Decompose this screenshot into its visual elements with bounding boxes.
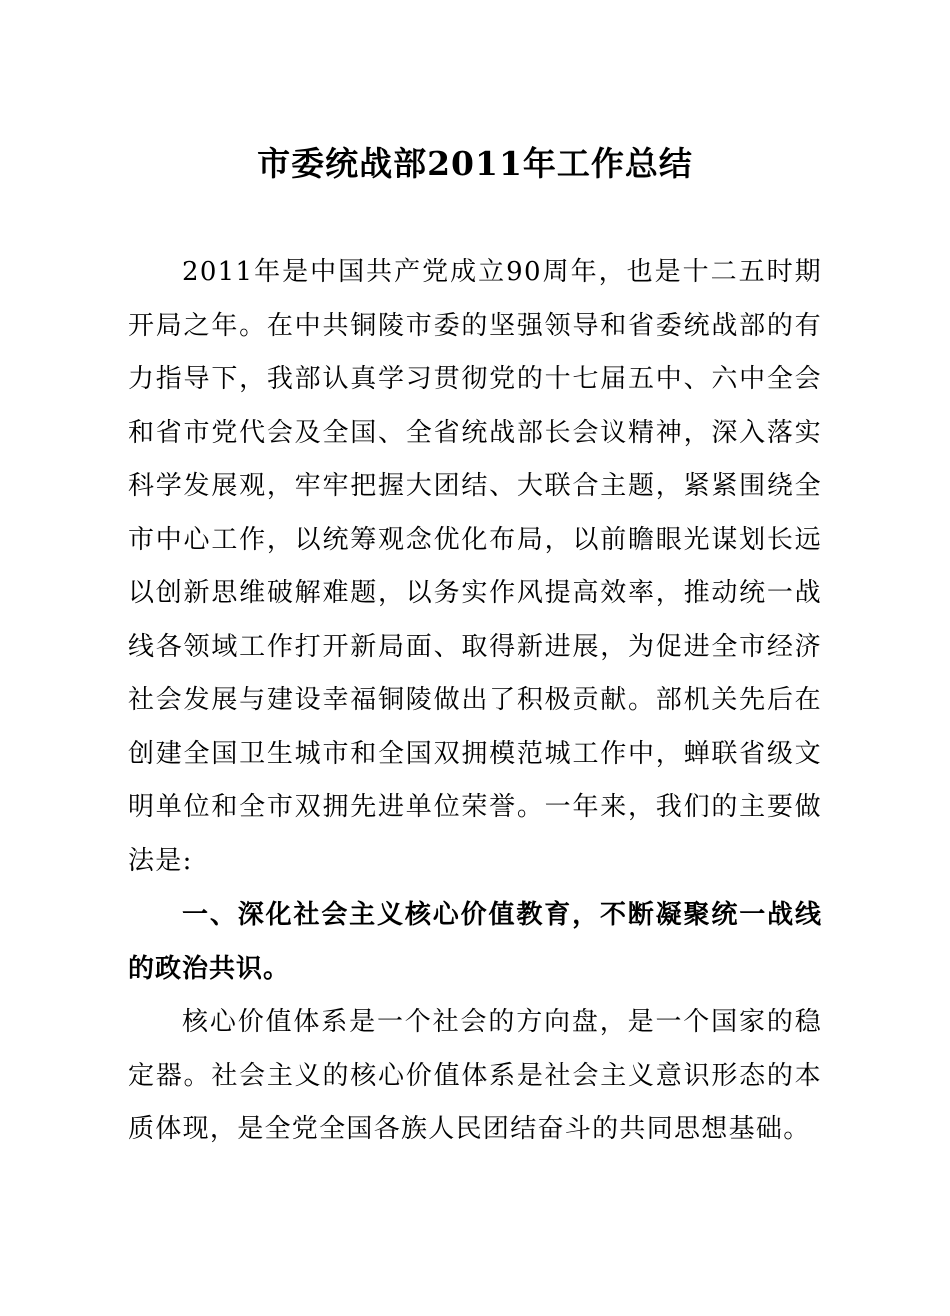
document-title: 市委统战部2011年工作总结 [257,144,693,183]
section-paragraph: 核心价值体系是一个社会的方向盘，是一个国家的稳定器。社会主义的核心价值体系是社会主义意识形态的本质体现，是全党全国各族人民团结奋斗的共同思想基础。 [128,1007,822,1144]
section-heading: 一、深化社会主义核心价值教育，不断凝聚统一战线的政治共识。 [128,900,822,984]
intro-paragraph: 2011年是中国共产党成立90周年，也是十二五时期开局之年。在中共铜陵市委的坚强领导和省委统战部的有力指导下，我部认真学习贯彻党的十七届五中、六中全会和省市党代会及全国、全省统战部长会议精神，深入落实科学发展观，牢牢把握大团结、大联合主题，紧紧围绕全市中心工作，以统筹观念优化布局，以前瞻眼光谋划长远以创新思维破解难题，以务实作风提高效率，推动统一战线各领域工作打开新局面、取得新进展，为促进全市经济社会发展与建设幸福铜陵做出了积极贡献。部机关先后在创建全国卫生城市和全国双拥模范城工作中，蝉联省级文明单位和全市双拥先进单位荣誉。一年来，我们的主要做法是: [128,257,822,876]
